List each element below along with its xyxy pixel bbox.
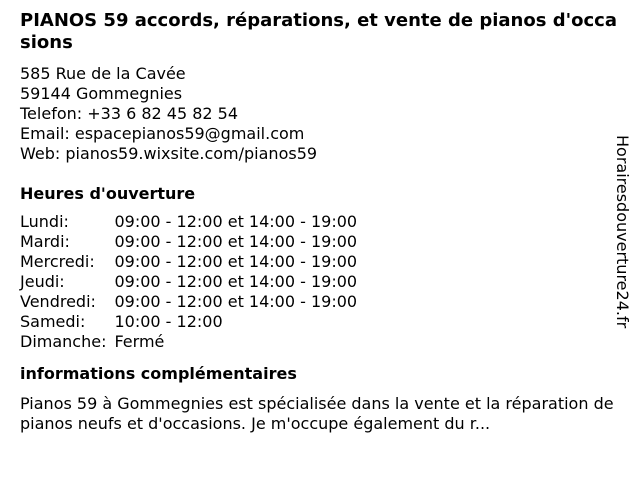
hours-table: [20, 212, 357, 352]
hours-row: [20, 312, 357, 332]
hours-day: Mardi:: [20, 232, 70, 251]
hours-row: [20, 252, 357, 272]
hours-day: Jeudi:: [20, 272, 65, 291]
hours-day: Dimanche:: [20, 332, 107, 351]
hours-time: Fermé: [114, 332, 165, 351]
hours-heading: Heures d'ouverture: [20, 184, 196, 203]
hours-row: [20, 272, 357, 292]
hours-row: [20, 332, 357, 352]
hours-row: [20, 292, 357, 312]
business-title: PIANOS 59 accords, réparations, et vente de pianos d'occasions: [20, 10, 617, 53]
hours-row: [20, 212, 357, 232]
address-city: 59144 Gommegnies: [20, 84, 183, 103]
hours-day: Vendredi:: [20, 292, 96, 311]
hours-time: 10:00 - 12:00: [114, 312, 223, 331]
web-line: Web: pianos59.wixsite.com/pianos59: [20, 144, 318, 163]
contact-block: [20, 64, 620, 164]
info-heading: informations complémentaires: [20, 364, 297, 383]
hours-day: Mercredi:: [20, 252, 95, 271]
email-line: Email: espacepianos59@gmail.com: [20, 124, 305, 143]
hours-time: 09:00 - 12:00 et 14:00 - 19:00: [114, 252, 358, 271]
hours-time: 09:00 - 12:00 et 14:00 - 19:00: [114, 292, 358, 311]
hours-day: Lundi:: [20, 212, 69, 231]
hours-row: [20, 232, 357, 252]
address-street: 585 Rue de la Cavée: [20, 64, 186, 83]
phone-line: Telefon: +33 6 82 45 82 54: [20, 104, 239, 123]
hours-time: 09:00 - 12:00 et 14:00 - 19:00: [114, 212, 358, 231]
info-description: Pianos 59 à Gommegnies est spécialisée dans la vente et la réparation de pianos neufs et d'occasions. Je m'occupe également du r...: [20, 394, 614, 433]
hours-day: Samedi:: [20, 312, 86, 331]
business-card: [20, 10, 620, 434]
hours-time: 09:00 - 12:00 et 14:00 - 19:00: [114, 272, 358, 291]
hours-time: 09:00 - 12:00 et 14:00 - 19:00: [114, 232, 358, 251]
site-watermark: Horairesdouverture24.fr: [613, 135, 632, 329]
